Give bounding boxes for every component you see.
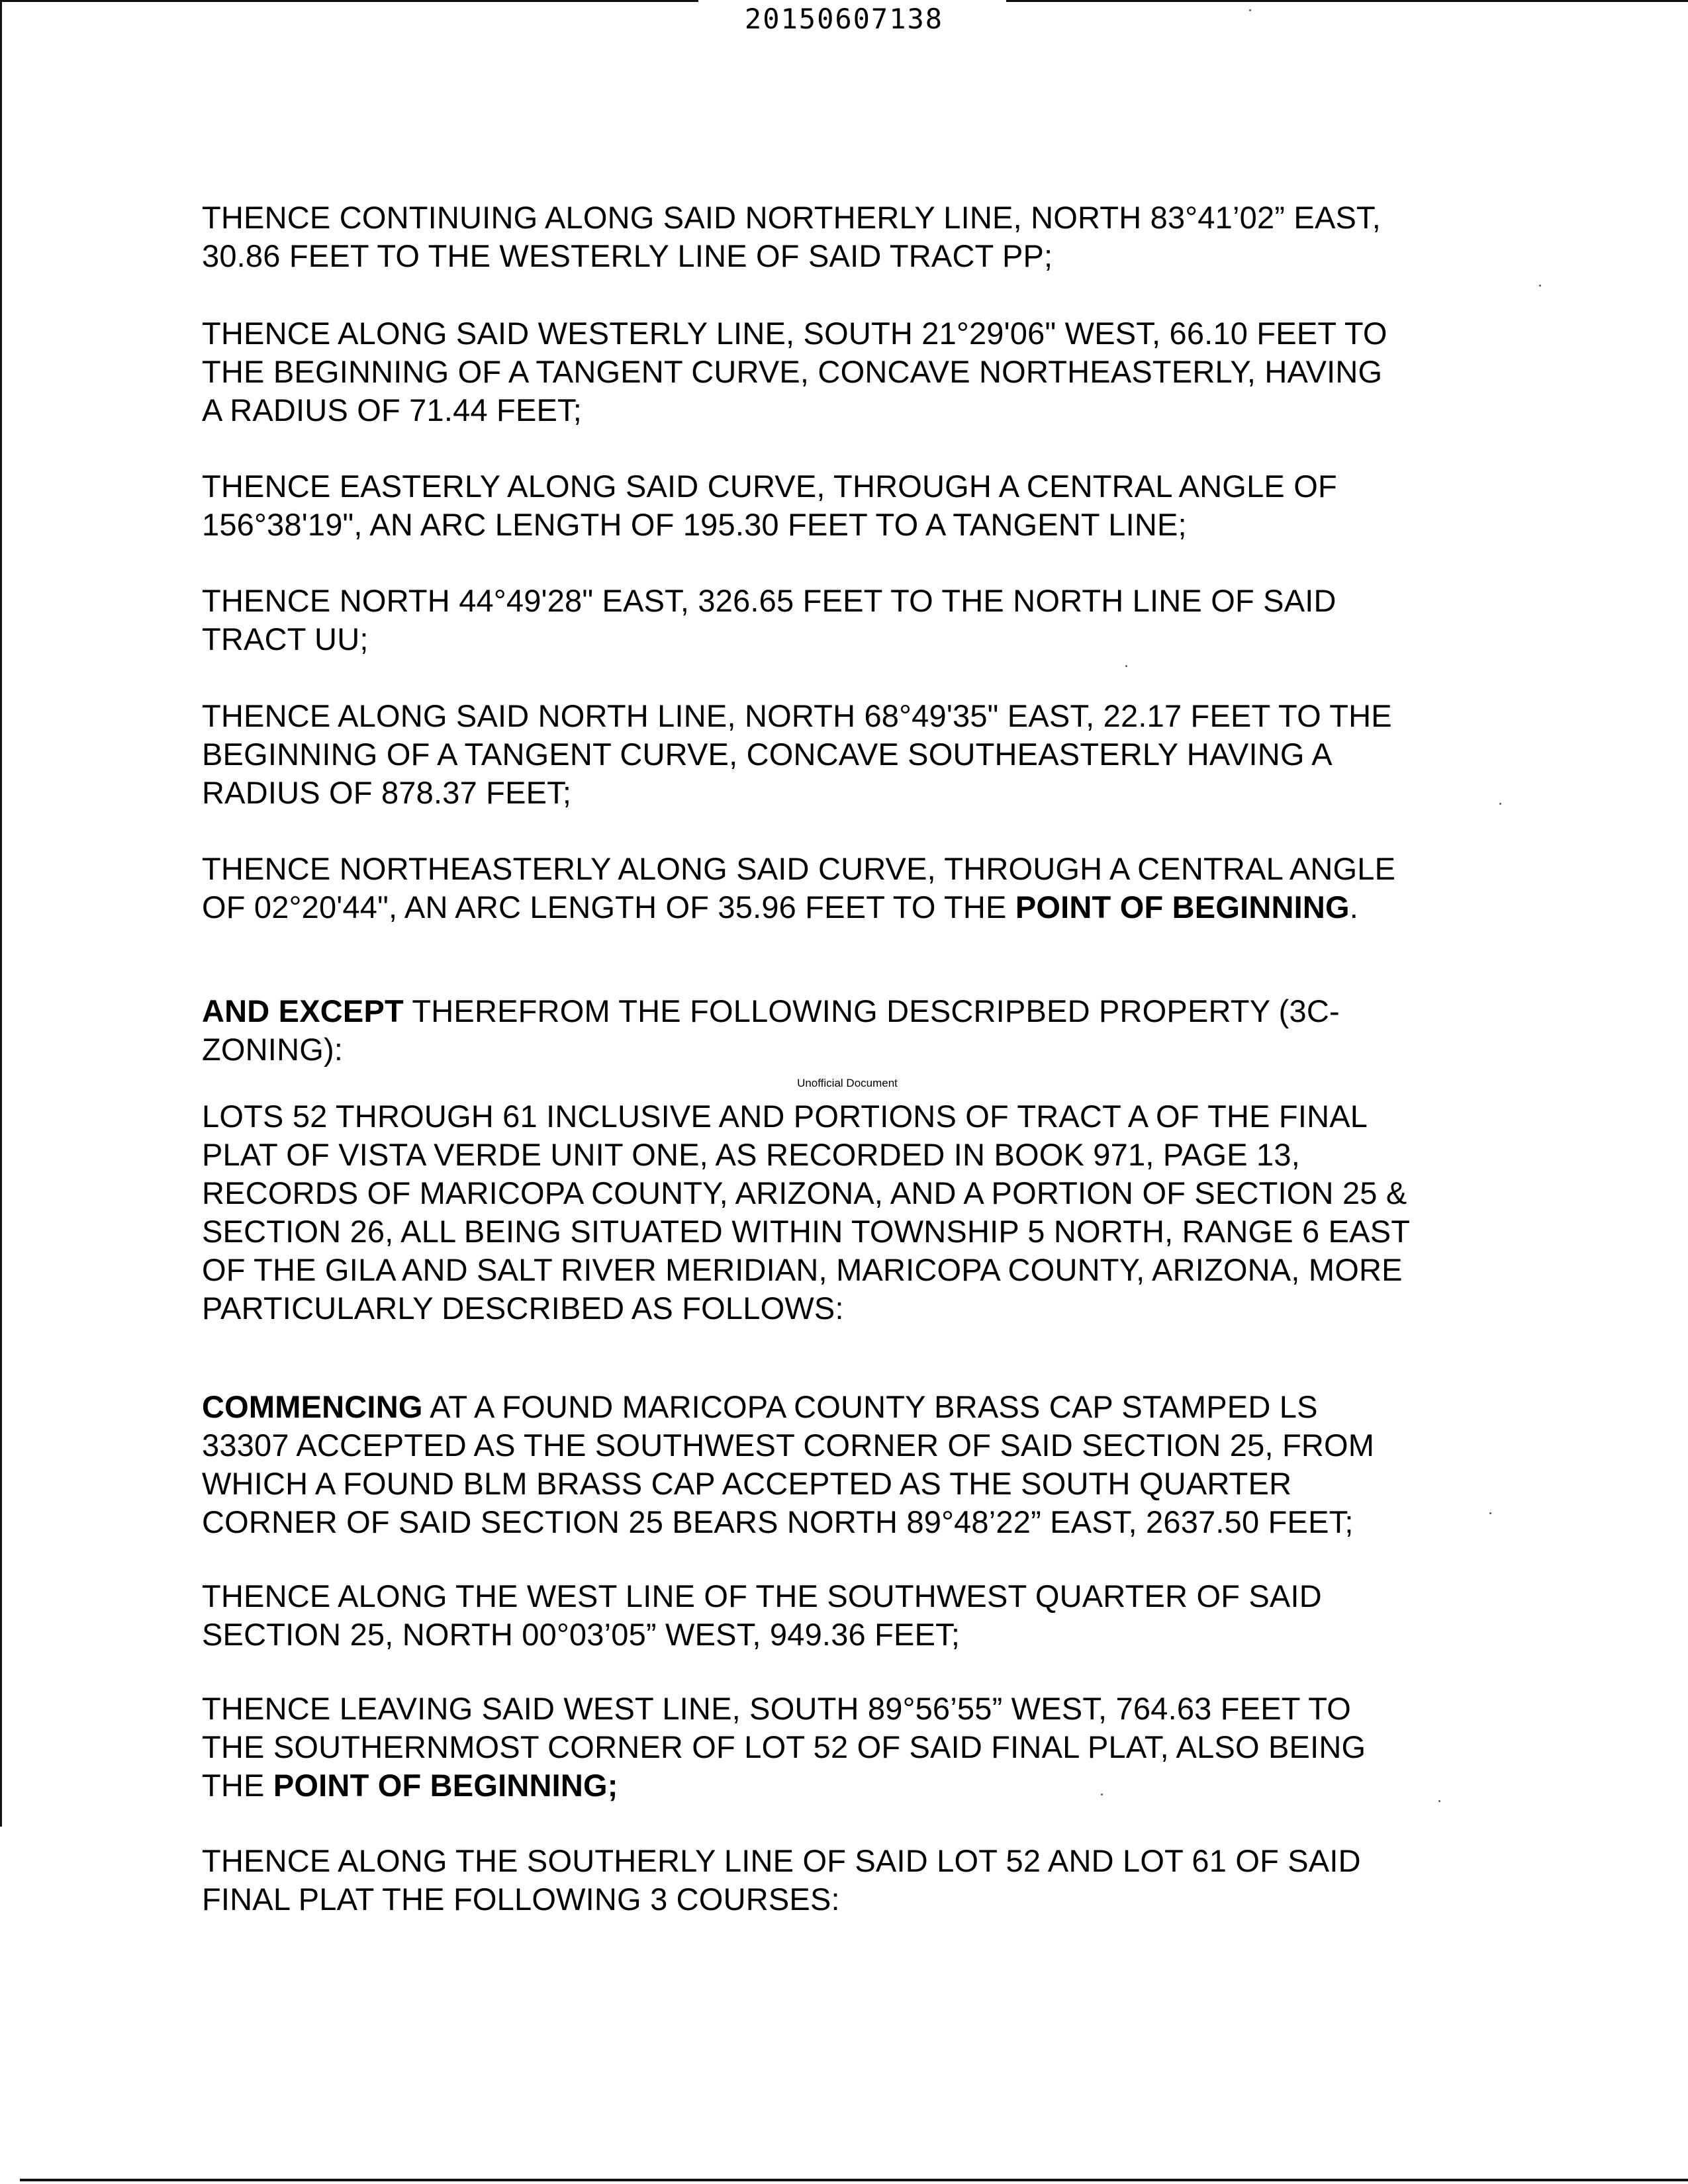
paragraph-text [202,1388,1526,1541]
point-of-beginning-label: POINT OF BEGINNING; [273,1768,618,1803]
paragraph-text [202,850,1526,927]
scan-speck [1438,1800,1440,1802]
paragraph-and-except [202,992,1526,1069]
paragraph-lots [202,1097,1526,1328]
scan-speck [1499,803,1501,805]
paragraph-text: THENCE CONTINUING ALONG SAID NORTHERLY LINE, NORTH 83°41’02” EAST, 30.86 FEET TO THE WESTERLY LINE OF SAID TRACT PP; [202,200,1382,273]
paragraph-text-run: THENCE NORTHEASTERLY ALONG SAID CURVE, THROUGH A CENTRAL ANGLE OF 02°20'44", AN ARC LENGTH OF 35.96 FEET TO THE [202,851,1396,925]
paragraph-text: THENCE ALONG THE SOUTHERLY LINE OF SAID LOT 52 AND LOT 61 OF SAID FINAL PLAT THE FOLLOWING 3 COURSES: [202,1843,1361,1917]
paragraph-text: THENCE NORTH 44°49'28" EAST, 326.65 FEET TO THE NORTH LINE OF SAID TRACT UU; [202,583,1336,657]
document-number: 20150607138 [744,3,944,35]
paragraph-6 [202,850,1526,927]
paragraph-4 [202,582,1526,659]
paragraph-5 [202,697,1526,812]
paragraph-12 [202,1842,1526,1919]
point-of-beginning-label: POINT OF BEGINNING [1015,889,1350,925]
paragraph-text-run: AT A FOUND MARICOPA COUNTY BRASS CAP STAMPED LS 33307 ACCEPTED AS THE SOUTHWEST CORNER OF SAID SECTION 25, FROM WHICH A FOUND BLM BRASS CAP ACCEPTED AS THE SOUTH QUARTER CORNER OF SAID SECTION 25 BEARS NORTH 89°48’22” EAST, 2637.50 FEET; [202,1389,1375,1539]
commencing-label: COMMENCING [202,1389,423,1424]
paragraph-text: THENCE ALONG SAID WESTERLY LINE, SOUTH 21°29'06" WEST, 66.10 FEET TO THE BEGINNING OF A TANGENT CURVE, CONCAVE NORTHEASTERLY, HAVING A RADIUS OF 71.44 FEET; [202,316,1387,428]
scan-top-line-right [1006,0,1688,2]
scan-speck [1249,9,1251,11]
paragraph-10 [202,1577,1526,1654]
unofficial-watermark: Unofficial Document [797,1077,898,1089]
scan-top-line-left [0,0,698,2]
paragraph-3 [202,467,1526,544]
scan-bottom-line [20,2179,1688,2181]
paragraph-text-tail: . [1349,889,1359,925]
scan-speck [1125,665,1127,667]
and-except-label: AND EXCEPT [202,993,404,1028]
scan-left-edge [0,0,2,1827]
paragraph-text: THENCE EASTERLY ALONG SAID CURVE, THROUGH A CENTRAL ANGLE OF 156°38'19", AN ARC LENGTH OF 195.30 FEET TO A TANGENT LINE; [202,469,1337,542]
scan-speck [1539,285,1541,287]
scan-speck [1101,1794,1103,1796]
paragraph-text-run: THENCE LEAVING SAID WEST LINE, SOUTH 89°56’55” WEST, 764.63 FEET TO THE SOUTHERNMOST CORNER OF LOT 52 OF SAID FINAL PLAT, ALSO BEING THE [202,1691,1366,1803]
scan-speck [1489,1512,1491,1514]
paragraph-text: THENCE ALONG SAID NORTH LINE, NORTH 68°49'35" EAST, 22.17 FEET TO THE BEGINNING OF A TANGENT CURVE, CONCAVE SOUTHEASTERLY HAVING A RADIUS OF 878.37 FEET; [202,698,1392,810]
paragraph-text: THENCE ALONG THE WEST LINE OF THE SOUTHWEST QUARTER OF SAID SECTION 25, NORTH 00°03’05” WEST, 949.36 FEET; [202,1578,1322,1652]
paragraph-text: LOTS 52 THROUGH 61 INCLUSIVE AND PORTIONS OF TRACT A OF THE FINAL PLAT OF VISTA VERDE UNIT ONE, AS RECORDED IN BOOK 971, PAGE 13, RECORDS OF MARICOPA COUNTY, ARIZONA, AND A PORTION OF SECTION 25 & SECTION 26, ALL BEING SITUATED WITHIN TOWNSHIP 5 NORTH, RANGE 6 EAST OF THE GILA AND SALT RIVER MERIDIAN, MARICOPA COUNTY, ARIZONA, MORE PARTICULARLY DESCRIBED AS FOLLOWS: [202,1099,1411,1326]
paragraph-11 [202,1690,1526,1805]
paragraph-text-run: THEREFROM THE FOLLOWING DESCRIPBED PROPERTY (3C- ZONING): [202,993,1340,1067]
paragraph-commencing [202,1388,1526,1541]
paragraph-text [202,1690,1526,1805]
paragraph-1 [202,199,1526,275]
paragraph-text [202,992,1526,1069]
paragraph-2 [202,314,1526,430]
